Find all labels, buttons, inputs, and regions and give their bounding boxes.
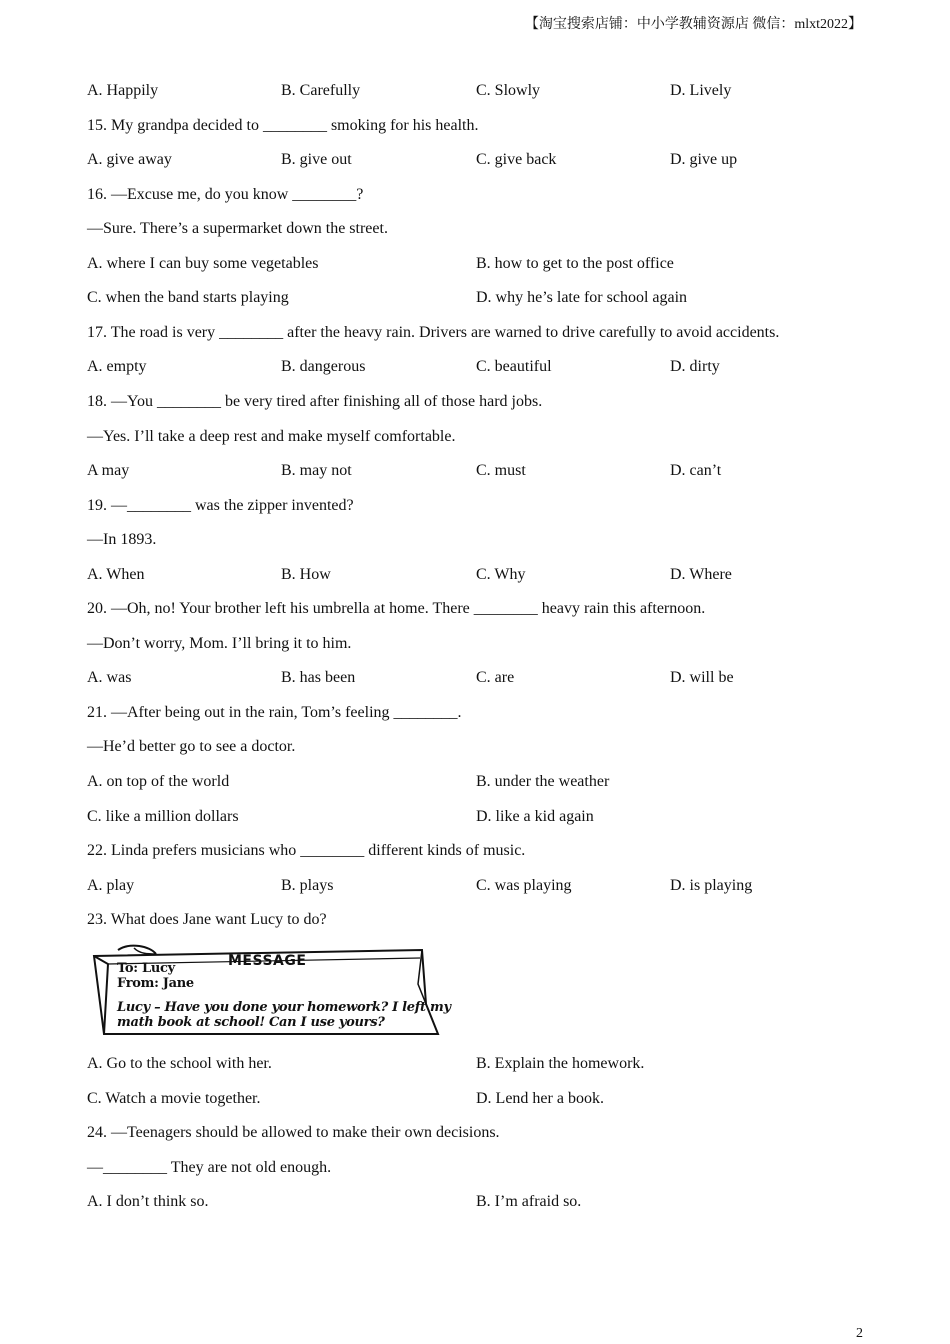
q20-reply: —Don’t worry, Mom. I’ll bring it to him. xyxy=(87,635,352,652)
q17-option-a[interactable]: A. empty xyxy=(87,358,147,375)
q19-option-d[interactable]: D. Where xyxy=(670,566,732,583)
q21-option-a[interactable]: A. on top of the world xyxy=(87,773,230,790)
q20-stem: 20. —Oh, no! Your brother left his umbrella at home. There ________ heavy rain this afternoon. xyxy=(87,600,706,617)
q15-option-d[interactable]: D. give up xyxy=(670,151,738,168)
q18-stem: 18. —You ________ be very tired after finishing all of those hard jobs. xyxy=(87,393,543,410)
q22-option-c[interactable]: C. was playing xyxy=(476,877,572,894)
q17-option-b[interactable]: B. dangerous xyxy=(281,358,366,375)
q24-reply: —________ They are not old enough. xyxy=(87,1159,332,1176)
page-header-watermark: 【淘宝搜索店铺：中小学教辅资源店 微信：mlxt2022】 xyxy=(524,17,862,32)
note-title: MESSAGE xyxy=(228,953,307,969)
q23-option-c[interactable]: C. Watch a movie together. xyxy=(87,1090,261,1107)
q22-stem: 22. Linda prefers musicians who ________ different kinds of music. xyxy=(87,842,526,859)
q15-option-a[interactable]: A. give away xyxy=(87,151,172,168)
q21-option-b[interactable]: B. under the weather xyxy=(476,773,610,790)
note-to: To: Lucy xyxy=(117,961,175,976)
q23-option-b[interactable]: B. Explain the homework. xyxy=(476,1055,645,1072)
q20-option-a[interactable]: A. was xyxy=(87,669,132,686)
q20-option-b[interactable]: B. has been xyxy=(281,669,356,686)
q24-stem: 24. —Teenagers should be allowed to make their own decisions. xyxy=(87,1124,500,1141)
q16-option-d[interactable]: D. why he’s late for school again xyxy=(476,289,688,306)
q21-stem: 21. —After being out in the rain, Tom’s feeling ________. xyxy=(87,704,462,721)
q20-option-d[interactable]: D. will be xyxy=(670,669,734,686)
q19-stem: 19. —________ was the zipper invented? xyxy=(87,497,354,514)
q14-option-a[interactable]: A. Happily xyxy=(87,82,159,99)
q18-option-a[interactable]: A may xyxy=(87,462,130,479)
note-from: From: Jane xyxy=(117,976,194,991)
q24-option-b[interactable]: B. I’m afraid so. xyxy=(476,1193,582,1210)
q16-stem: 16. —Excuse me, do you know ________? xyxy=(87,186,364,203)
note-body-line2: math book at school! Can I use yours? xyxy=(117,1015,385,1030)
q24-option-a[interactable]: A. I don’t think so. xyxy=(87,1193,209,1210)
q14-option-d[interactable]: D. Lively xyxy=(670,82,732,99)
q16-option-c[interactable]: C. when the band starts playing xyxy=(87,289,289,306)
q15-stem: 15. My grandpa decided to ________ smoking for his health. xyxy=(87,117,479,134)
q18-option-c[interactable]: C. must xyxy=(476,462,526,479)
q16-reply: —Sure. There’s a supermarket down the street. xyxy=(87,220,388,237)
q17-option-d[interactable]: D. dirty xyxy=(670,358,720,375)
q19-option-a[interactable]: A. When xyxy=(87,566,145,583)
q20-option-c[interactable]: C. are xyxy=(476,669,515,686)
q19-option-b[interactable]: B. How xyxy=(281,566,331,583)
page-number: 2 xyxy=(856,1326,863,1341)
q21-option-d[interactable]: D. like a kid again xyxy=(476,808,594,825)
q18-reply: —Yes. I’ll take a deep rest and make myself comfortable. xyxy=(87,428,456,445)
q15-option-b[interactable]: B. give out xyxy=(281,151,352,168)
q21-option-c[interactable]: C. like a million dollars xyxy=(87,808,239,825)
q17-stem: 17. The road is very ________ after the heavy rain. Drivers are warned to drive carefully to avoid accidents. xyxy=(87,324,780,341)
q16-option-b[interactable]: B. how to get to the post office xyxy=(476,255,674,272)
q14-option-b[interactable]: B. Carefully xyxy=(281,82,361,99)
q21-reply: —He’d better go to see a doctor. xyxy=(87,738,296,755)
q23-option-d[interactable]: D. Lend her a book. xyxy=(476,1090,604,1107)
message-note-image xyxy=(90,944,451,1040)
q19-reply: —In 1893. xyxy=(87,531,157,548)
q15-option-c[interactable]: C. give back xyxy=(476,151,557,168)
q23-stem: 23. What does Jane want Lucy to do? xyxy=(87,911,327,928)
note-body-line1: Lucy – Have you done your homework? I left my xyxy=(117,1000,451,1015)
q22-option-a[interactable]: A. play xyxy=(87,877,135,894)
q22-option-d[interactable]: D. is playing xyxy=(670,877,753,894)
q18-option-b[interactable]: B. may not xyxy=(281,462,352,479)
q19-option-c[interactable]: C. Why xyxy=(476,566,526,583)
q17-option-c[interactable]: C. beautiful xyxy=(476,358,552,375)
q16-option-a[interactable]: A. where I can buy some vegetables xyxy=(87,255,319,272)
q14-option-c[interactable]: C. Slowly xyxy=(476,82,541,99)
q22-option-b[interactable]: B. plays xyxy=(281,877,334,894)
q18-option-d[interactable]: D. can’t xyxy=(670,462,722,479)
q23-option-a[interactable]: A. Go to the school with her. xyxy=(87,1055,272,1072)
